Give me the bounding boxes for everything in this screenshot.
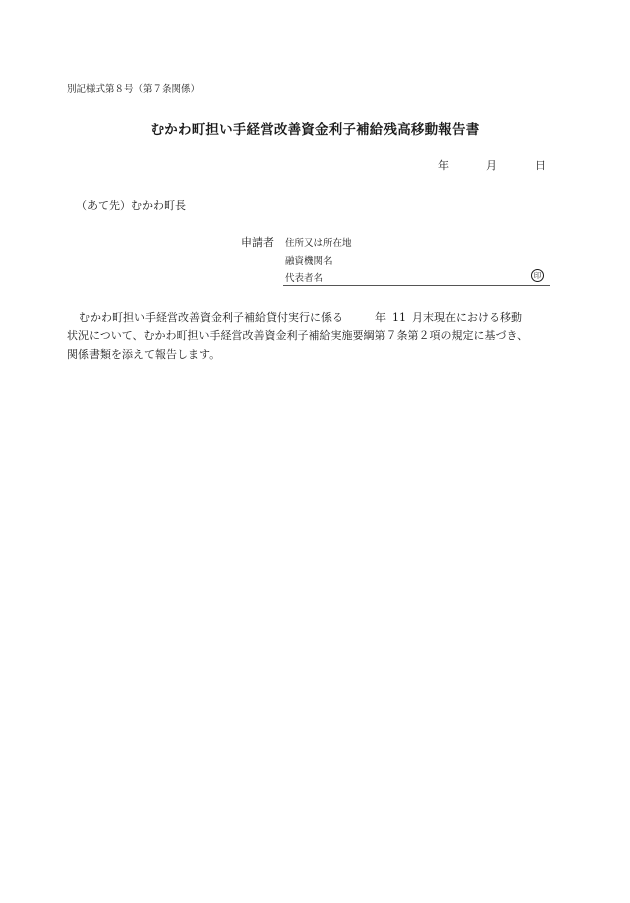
address-field-label: 住所又は所在地 [285, 238, 352, 249]
date-day-label: 日 [535, 159, 546, 172]
applicant-label: 申請者 [241, 236, 274, 249]
document-title: むかわ町担い手経営改善資金利子補給残高移動報告書 [150, 122, 480, 138]
institution-field-label: 融資機関名 [285, 256, 333, 267]
signature-underline [283, 285, 550, 286]
body-text-line-1 [79, 309, 522, 325]
addressee: （あて先）むかわ町長 [76, 199, 186, 212]
body-year-label: 年 [375, 311, 386, 324]
representative-field-label: 代表者名 [285, 273, 324, 284]
body-text-line-3: 関係書類を添えて報告します。 [67, 348, 221, 361]
date-year-label: 年 [438, 159, 449, 172]
form-number: 別記様式第８号（第７条関係） [67, 84, 201, 95]
body-text-segment: 月末現在における移動 [412, 311, 522, 324]
body-text-line-2: 状況について、むかわ町担い手経営改善資金利子補給実施要綱第７条第２項の規定に基づき、 [67, 329, 529, 342]
seal-mark: 印 [531, 269, 544, 282]
body-text-segment: むかわ町担い手経営改善資金利子補給貸付実行に係る [79, 311, 343, 324]
date-month-label: 月 [486, 159, 497, 172]
body-month-number: 11 [392, 311, 406, 324]
